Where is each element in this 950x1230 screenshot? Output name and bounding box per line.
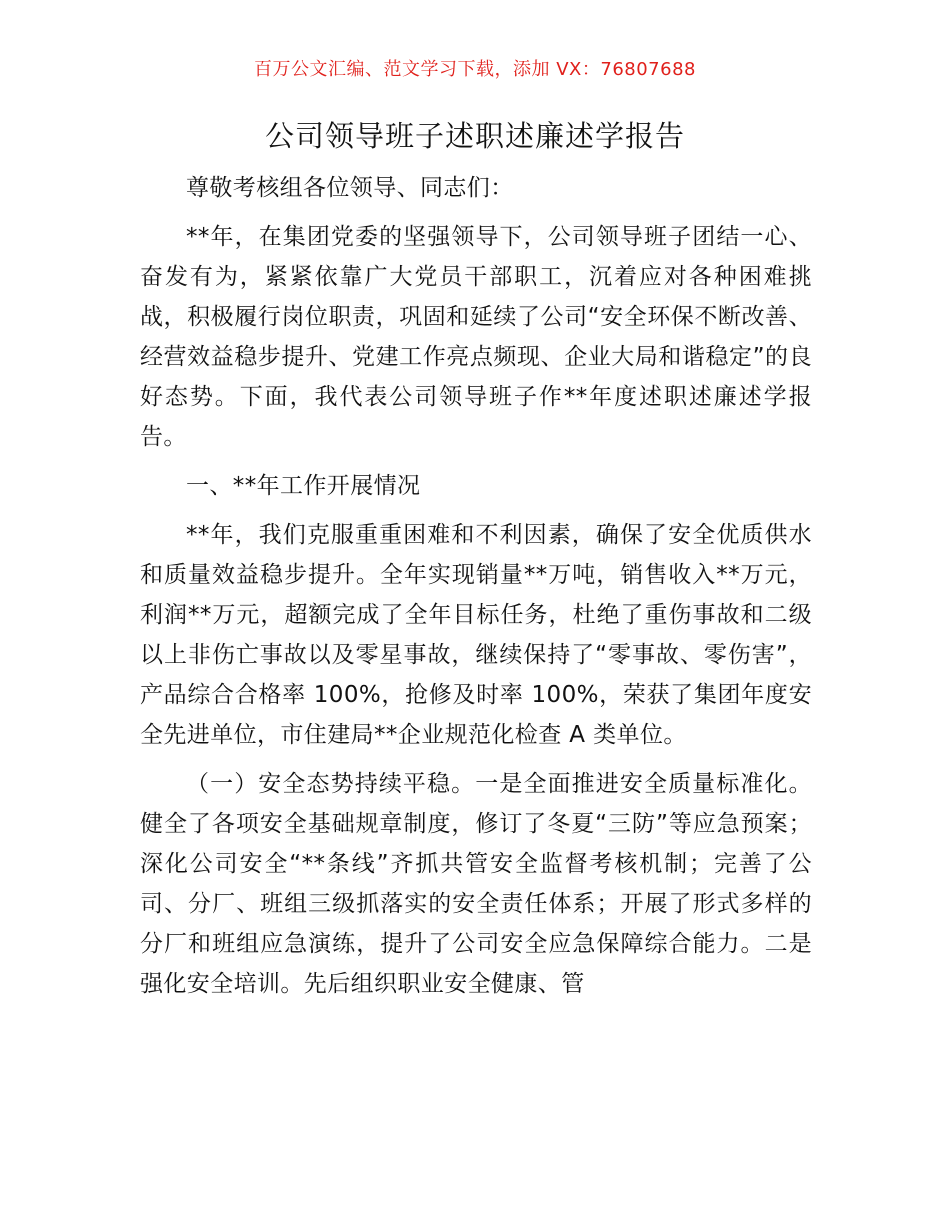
paragraph-intro: **年，在集团党委的坚强领导下，公司领导班子团结一心、奋发有为，紧紧依靠广大党员干部职工，沉着应对各种困难挑战，积极履行岗位职责，巩固和延续了公司“安全环保不断改善、经营效益稳步提升、党建工作亮点频现、企业大局和谐稳定”的良好态势。下面，我代表公司领导班子作**年度述职述廉述学报告。 xyxy=(140,224,812,450)
section-heading-1: 一、**年工作开展情况 xyxy=(186,473,421,499)
document-title: 公司领导班子述职述廉述学报告 xyxy=(264,119,685,153)
paragraph-summary: **年，我们克服重重困难和不利因素，确保了安全优质供水和质量效益稳步提升。全年实现销量**万吨，销售收入**万元，利润**万元，超额完成了全年目标任务，杜绝了重伤事故和二级以上非伤亡事故以及零星事故，继续保持了“零事故、零伤害”，产品综合合格率 100%，抢修及时率 100%，荣获了集团年度安全先进单位，市住建局**企业规范化检查 A 类单位。 xyxy=(140,522,812,748)
document-body xyxy=(140,168,812,1004)
watermark-header: 百万公文汇编、范文学习下载，添加 VX：76807688 xyxy=(254,59,696,80)
salutation: 尊敬考核组各位领导、同志们： xyxy=(186,175,514,201)
paragraph-safety: （一）安全态势持续平稳。一是全面推进安全质量标准化。健全了各项安全基础规章制度，修订了冬夏“三防”等应急预案；深化公司安全“**条线”齐抓共管安全监督考核机制；完善了公司、分厂、班组三级抓落实的安全责任体系；开展了形式多样的分厂和班组应急演练，提升了公司安全应急保障综合能力。二是强化安全培训。先后组织职业安全健康、管 xyxy=(140,771,812,997)
